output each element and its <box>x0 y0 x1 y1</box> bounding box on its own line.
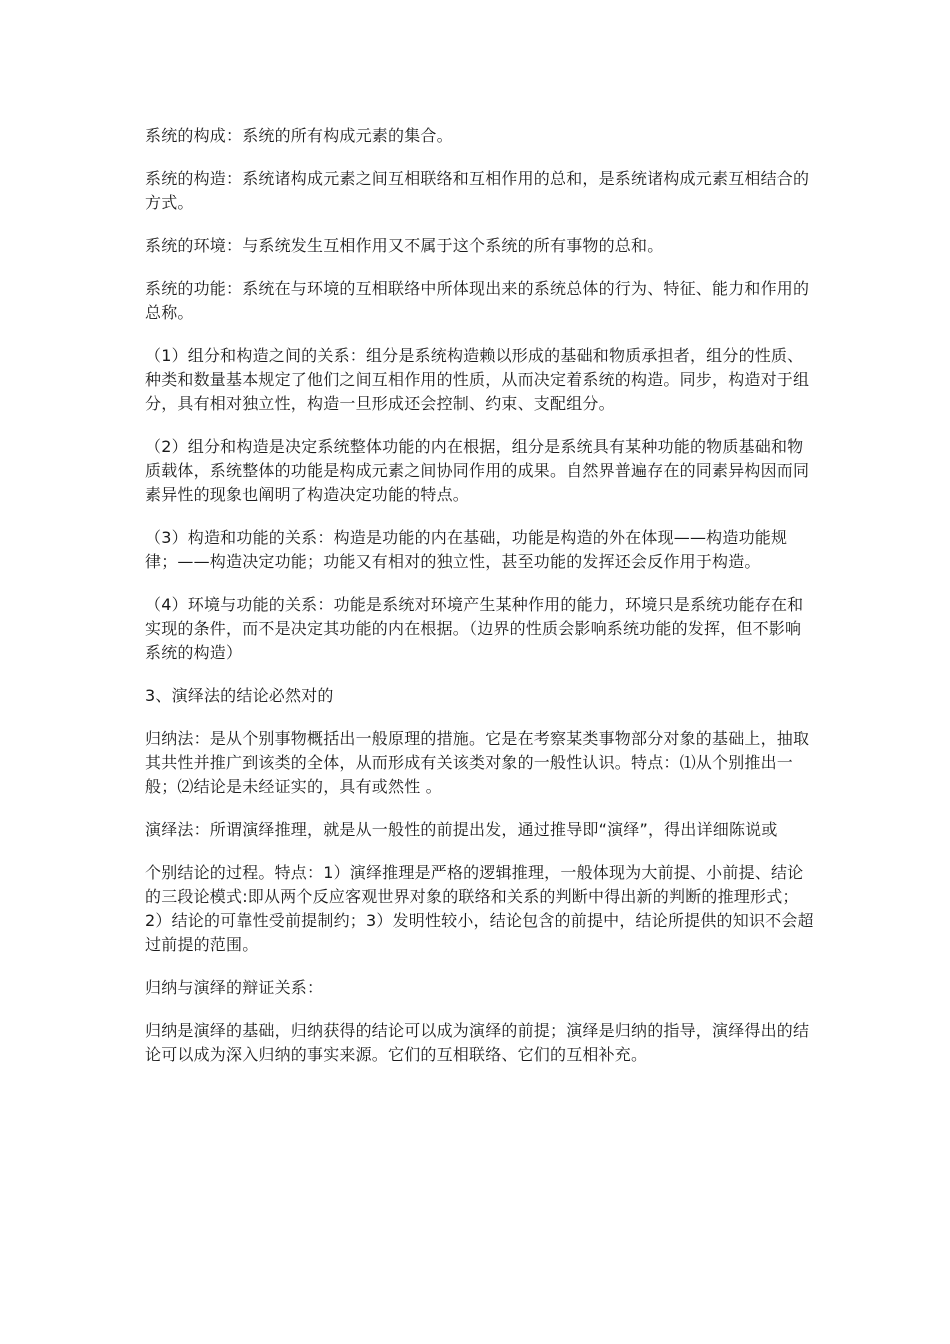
document-body <box>145 124 815 1086</box>
paragraph-induction: 归纳法：是从个别事物概括出一般原理的措施。它是在考察某类事物部分对象的基础上，抽取其共性并推广到该类的全体，从而形成有关该类对象的一般性认识。特点：⑴从个别推出一般；⑵结论是未经证实的，具有或然性 。 <box>145 729 810 796</box>
paragraph-system-composition: 系统的构成：系统的所有构成元素的集合。 <box>145 126 453 145</box>
paragraph-system-function: 系统的功能：系统在与环境的互相联络中所体现出来的系统总体的行为、特征、能力和作用的总称。 <box>145 279 810 322</box>
paragraph-deduction-detail: 个别结论的过程。特点：1）演绎推理是严格的逻辑推理，一般体现为大前提、小前提、结论的三段论模式:即从两个反应客观世界对象的联络和关系的判断中得出新的判断的推理形式；2）结论的可靠性受前提制约；3）发明性较小，结论包含的前提中，结论所提供的知识不会超过前提的范围。 <box>145 863 814 954</box>
paragraph-dialectic-heading: 归纳与演绎的辩证关系： <box>145 978 324 997</box>
paragraph-relation-1: （1）组分和构造之间的关系：组分是系统构造赖以形成的基础和物质承担者，组分的性质、种类和数量基本规定了他们之间互相作用的性质，从而决定着系统的构造。同步，构造对于组分，具有相对独立性，构造一旦形成还会控制、约束、支配组分。 <box>145 346 810 413</box>
paragraph-relation-2: （2）组分和构造是决定系统整体功能的内在根据，组分是系统具有某种功能的物质基础和物质载体，系统整体的功能是构成元素之间协同作用的成果。自然界普遍存在的同素异构因而同素异性的现象也阐明了构造决定功能的特点。 <box>145 437 810 504</box>
paragraph-system-structure: 系统的构造：系统诸构成元素之间互相联络和互相作用的总和，是系统诸构成元素互相结合的方式。 <box>145 169 810 212</box>
paragraph-relation-4: （4）环境与功能的关系：功能是系统对环境产生某种作用的能力，环境只是系统功能存在和实现的条件，而不是决定其功能的内在根据。（边界的性质会影响系统功能的发挥，但不影响系统的构造） <box>145 595 804 662</box>
paragraph-dialectic-body: 归纳是演绎的基础，归纳获得的结论可以成为演绎的前提；演绎是归纳的指导，演绎得出的结论可以成为深入归纳的事实来源。它们的互相联络、它们的互相补充。 <box>145 1021 810 1064</box>
section-heading-deduction: 3、演绎法的结论必然对的 <box>145 686 334 705</box>
paragraph-deduction-intro: 演绎法：所谓演绎推理，就是从一般性的前提出发，通过推导即“演绎”，得出详细陈说或 <box>145 820 778 839</box>
paragraph-relation-3: （3）构造和功能的关系：构造是功能的内在基础，功能是构造的外在体现——构造功能规律；——构造决定功能；功能又有相对的独立性，甚至功能的发挥还会反作用于构造。 <box>145 528 788 571</box>
paragraph-system-environment: 系统的环境：与系统发生互相作用又不属于这个系统的所有事物的总和。 <box>145 236 664 255</box>
